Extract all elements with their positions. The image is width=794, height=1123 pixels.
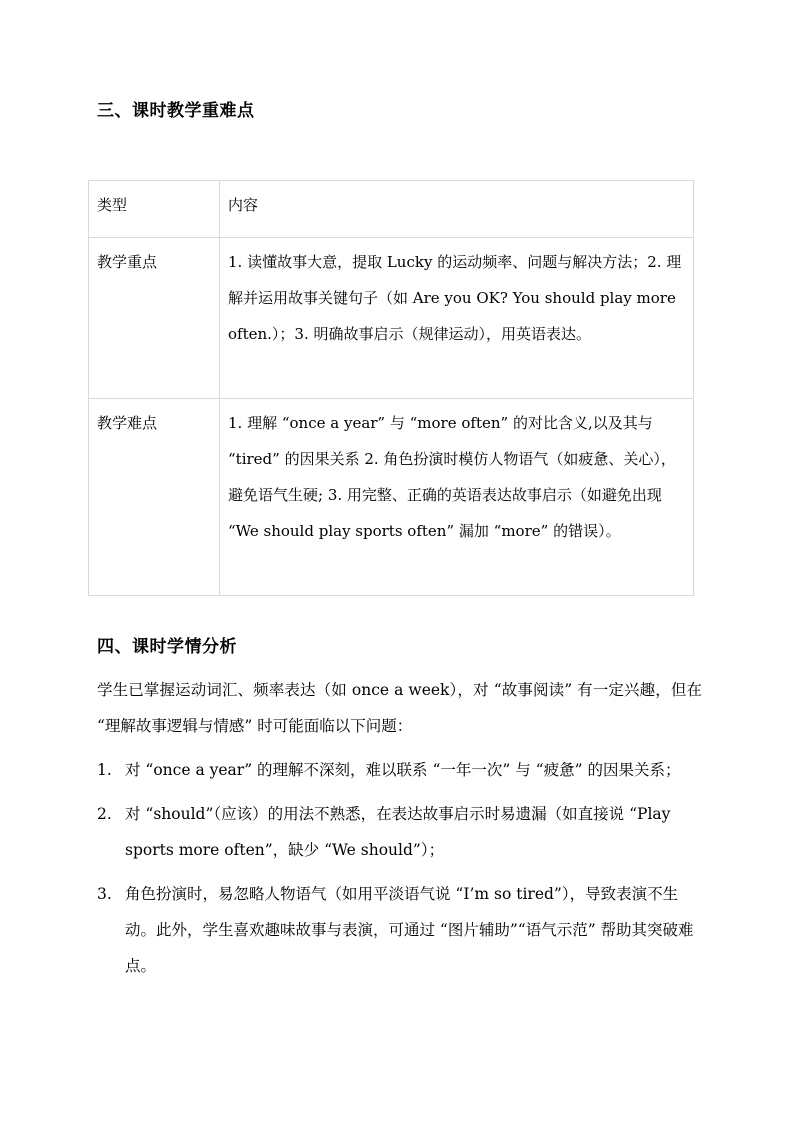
section-3-title: 三、课时教学重难点 <box>97 101 255 121</box>
row-content-cell: 1. 理解 “once a year” 与 “more often” 的对比含义,以及其与 “tired” 的因果关系 2. 角色扮演时模仿人物语气（如疲惫、关心），避免语气生硬; 3. 用完整、正确的英语表达故事启示（如避免出现 “We should play sports often” 漏加 “more” 的错误）。 <box>220 399 694 596</box>
table-row <box>89 238 694 399</box>
issues-list <box>97 752 702 992</box>
row-type-cell: 教学重点 <box>89 238 220 399</box>
teaching-points-table <box>88 180 694 596</box>
section-4-title: 四、课时学情分析 <box>97 637 237 657</box>
list-item-text: 对 “once a year” 的理解不深刻，难以联系 “一年一次” 与 “疲惫” 的因果关系； <box>125 761 681 779</box>
table-row <box>89 399 694 596</box>
list-item <box>97 876 702 984</box>
table-header-row <box>89 181 694 238</box>
list-item-text: 角色扮演时，易忽略人物语气（如用平淡语气说 “I’m so tired”），导致表演不生动。此外，学生喜欢趣味故事与表演，可通过 “图片辅助”“语气示范” 帮助其突破难点。 <box>125 885 694 975</box>
list-item-number: 3. <box>97 885 112 903</box>
row-content-cell: 1. 读懂故事大意，提取 Lucky 的运动频率、问题与解决方法；2. 理解并运用故事关键句子（如 Are you OK? You should play more often.）；3. 明确故事启示（规律运动），用英语表达。 <box>220 238 694 399</box>
list-item <box>97 752 702 788</box>
list-item <box>97 796 702 868</box>
header-type-cell: 类型 <box>89 181 220 238</box>
analysis-intro-paragraph: 学生已掌握运动词汇、频率表达（如 once a week），对 “故事阅读” 有一定兴趣，但在 “理解故事逻辑与情感” 时可能面临以下问题： <box>97 681 702 735</box>
list-item-number: 1. <box>97 761 112 779</box>
list-item-number: 2. <box>97 805 112 823</box>
row-type-cell: 教学难点 <box>89 399 220 596</box>
header-content-cell: 内容 <box>220 181 694 238</box>
list-item-text: 对 “should”（应该）的用法不熟悉，在表达故事启示时易遗漏（如直接说 “Play sports more often”，缺少 “We should”）； <box>125 805 671 859</box>
